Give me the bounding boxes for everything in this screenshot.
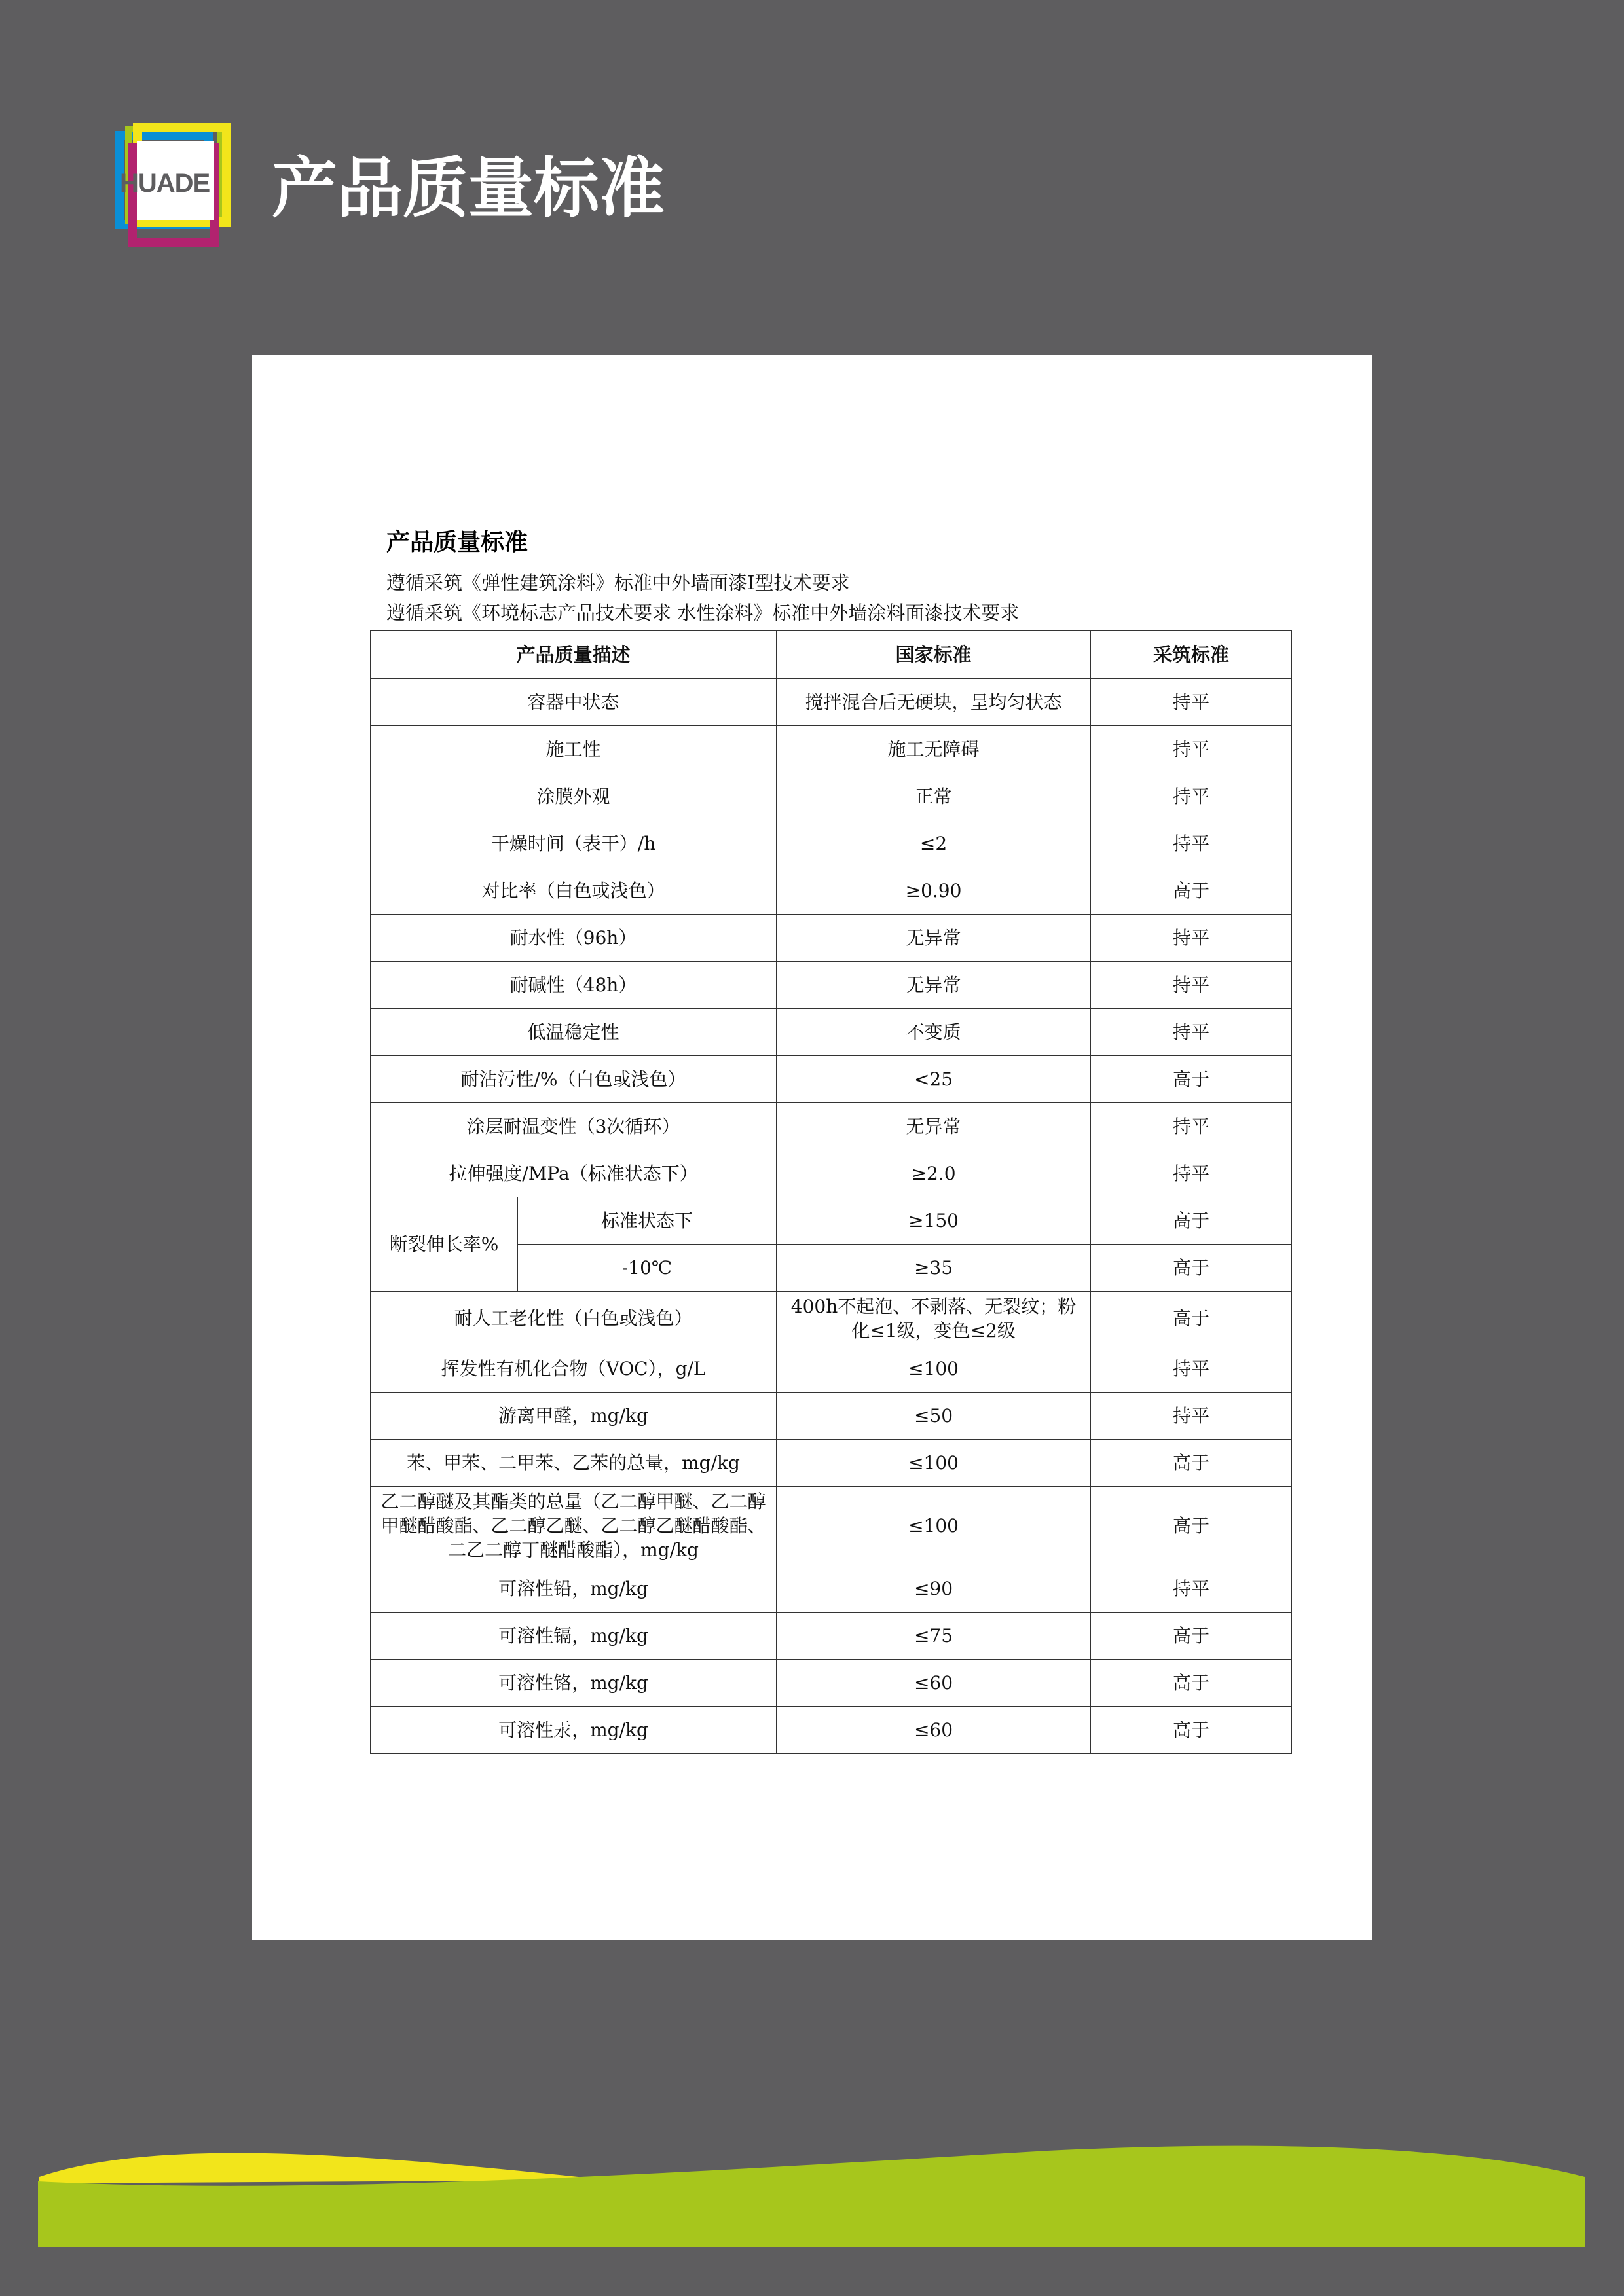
cell-description: 对比率（白色或浅色） [371, 867, 777, 915]
table-row [371, 867, 1292, 915]
cell-description: 干燥时间（表干）/h [371, 820, 777, 867]
cell-description: 可溶性汞，mg/kg [371, 1707, 777, 1754]
cell-caizhu-standard: 持平 [1091, 726, 1292, 773]
cell-national-standard: ≥2.0 [777, 1150, 1091, 1197]
table-row [371, 1393, 1292, 1440]
cell-description: 施工性 [371, 726, 777, 773]
cell-description: 苯、甲苯、二甲苯、乙苯的总量，mg/kg [371, 1440, 777, 1487]
cell-caizhu-standard: 高于 [1091, 1056, 1292, 1103]
table-row [371, 1487, 1292, 1565]
cell-caizhu-standard: 持平 [1091, 1009, 1292, 1056]
table-row [371, 820, 1292, 867]
cell-national-standard: 400h不起泡、不剥落、无裂纹；粉化≤1级，变色≤2级 [777, 1292, 1091, 1345]
cell-caizhu-standard: 持平 [1091, 962, 1292, 1009]
table-row [371, 1197, 1292, 1245]
table-row [371, 773, 1292, 820]
cell-national-standard: ≤90 [777, 1565, 1091, 1613]
cell-description: 低温稳定性 [371, 1009, 777, 1056]
cell-national-standard: 无异常 [777, 962, 1091, 1009]
cell-national-standard: ≤60 [777, 1707, 1091, 1754]
table-row [371, 1103, 1292, 1150]
page-headline: 产品质量标准 [272, 150, 665, 227]
table-row [371, 726, 1292, 773]
cell-description: 乙二醇醚及其酯类的总量（乙二醇甲醚、乙二醇甲醚醋酸酯、乙二醇乙醚、乙二醇乙醚醋酸酯、二乙二醇丁醚醋酸酯），mg/kg [371, 1487, 777, 1565]
header-caizhu-standard: 采筑标准 [1091, 631, 1292, 679]
cell-description: 耐碱性（48h） [371, 962, 777, 1009]
table-body [371, 679, 1292, 1754]
cell-description: 可溶性镉，mg/kg [371, 1613, 777, 1660]
cell-sub-condition: 标准状态下 [518, 1197, 777, 1245]
cell-caizhu-standard: 持平 [1091, 1393, 1292, 1440]
logo-text: HUADE [120, 169, 210, 198]
cell-caizhu-standard: 高于 [1091, 1487, 1292, 1565]
cell-caizhu-standard: 持平 [1091, 679, 1292, 726]
cell-description: 挥发性有机化合物（VOC），g/L [371, 1345, 777, 1393]
cell-national-standard: ≤2 [777, 820, 1091, 867]
table-header-row [371, 631, 1292, 679]
cell-caizhu-standard: 高于 [1091, 1660, 1292, 1707]
standard-reference-1: 遵循采筑《弹性建筑涂料》标准中外墙面漆Ⅰ型技术要求 [386, 572, 850, 594]
table-row [371, 1613, 1292, 1660]
table-row [371, 679, 1292, 726]
table-row [371, 1707, 1292, 1754]
cell-description: 可溶性铬，mg/kg [371, 1660, 777, 1707]
cell-national-standard: <25 [777, 1056, 1091, 1103]
quality-standard-table [370, 630, 1292, 1754]
cell-caizhu-standard: 持平 [1091, 915, 1292, 962]
cell-description: 涂层耐温变性（3次循环） [371, 1103, 777, 1150]
table-row [371, 1345, 1292, 1393]
header-description: 产品质量描述 [371, 631, 777, 679]
cell-national-standard: 不变质 [777, 1009, 1091, 1056]
cell-description: 耐沾污性/%（白色或浅色） [371, 1056, 777, 1103]
cell-caizhu-standard: 持平 [1091, 1103, 1292, 1150]
cell-caizhu-standard: 持平 [1091, 773, 1292, 820]
brand-logo [115, 123, 232, 249]
cell-national-standard: 正常 [777, 773, 1091, 820]
cell-national-standard: 无异常 [777, 915, 1091, 962]
cell-description: 拉伸强度/MPa（标准状态下） [371, 1150, 777, 1197]
cell-national-standard: ≥35 [777, 1245, 1091, 1292]
cell-national-standard: ≤75 [777, 1613, 1091, 1660]
cell-national-standard: ≤100 [777, 1487, 1091, 1565]
table-row [371, 1292, 1292, 1345]
cell-description: 游离甲醛，mg/kg [371, 1393, 777, 1440]
cell-national-standard: ≥150 [777, 1197, 1091, 1245]
table-row [371, 1056, 1292, 1103]
cell-national-standard: 无异常 [777, 1103, 1091, 1150]
cell-caizhu-standard: 高于 [1091, 1245, 1292, 1292]
cell-caizhu-standard: 高于 [1091, 1613, 1292, 1660]
cell-caizhu-standard: 高于 [1091, 1197, 1292, 1245]
cell-description: 耐水性（96h） [371, 915, 777, 962]
cell-description: 容器中状态 [371, 679, 777, 726]
cell-caizhu-standard: 高于 [1091, 867, 1292, 915]
cell-national-standard: 搅拌混合后无硬块，呈均匀状态 [777, 679, 1091, 726]
cell-national-standard: 施工无障碍 [777, 726, 1091, 773]
cell-caizhu-standard: 高于 [1091, 1292, 1292, 1345]
table-row [371, 1440, 1292, 1487]
standard-reference-2: 遵循采筑《环境标志产品技术要求 水性涂料》标准中外墙涂料面漆技术要求 [386, 602, 1020, 624]
cell-description: 涂膜外观 [371, 773, 777, 820]
cell-description: 耐人工老化性（白色或浅色） [371, 1292, 777, 1345]
cell-caizhu-standard: 持平 [1091, 1150, 1292, 1197]
table-row [371, 915, 1292, 962]
cell-national-standard: ≤100 [777, 1440, 1091, 1487]
cell-national-standard: ≥0.90 [777, 867, 1091, 915]
table-row [371, 962, 1292, 1009]
cell-caizhu-standard: 高于 [1091, 1440, 1292, 1487]
cell-sub-condition: -10℃ [518, 1245, 777, 1292]
cell-national-standard: ≤60 [777, 1660, 1091, 1707]
table-row [371, 1009, 1292, 1056]
cell-description: 可溶性铅，mg/kg [371, 1565, 777, 1613]
yellow-wave [39, 2153, 609, 2183]
decorative-wave [0, 2121, 1624, 2296]
document-page [252, 355, 1372, 1940]
cell-national-standard: ≤50 [777, 1393, 1091, 1440]
cell-national-standard: ≤100 [777, 1345, 1091, 1393]
cell-caizhu-standard: 高于 [1091, 1707, 1292, 1754]
document-title: 产品质量标准 [386, 528, 528, 556]
table-row [371, 1565, 1292, 1613]
cell-caizhu-standard: 持平 [1091, 1345, 1292, 1393]
table-row [371, 1660, 1292, 1707]
header-national-standard: 国家标准 [777, 631, 1091, 679]
table-row [371, 1150, 1292, 1197]
cell-caizhu-standard: 持平 [1091, 1565, 1292, 1613]
cell-elongation-label: 断裂伸长率% [371, 1197, 518, 1292]
cell-caizhu-standard: 持平 [1091, 820, 1292, 867]
